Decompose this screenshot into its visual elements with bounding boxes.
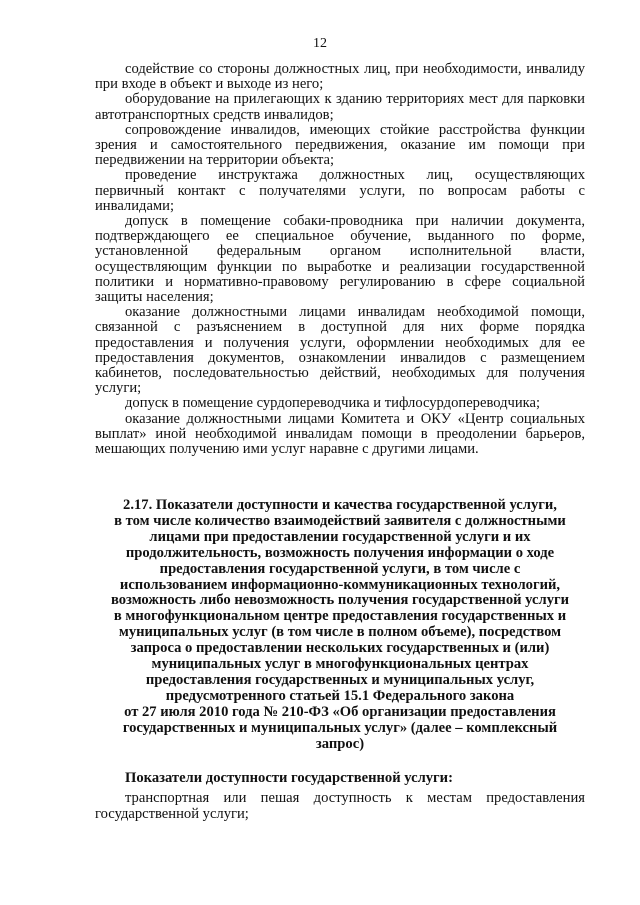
measure-paragraph: сопровождение инвалидов, имеющих стойкие расстройства функции зрения и самостоятельного передвижения, оказание им помощи при передвижении на территории объекта;	[95, 121, 585, 169]
measure-paragraph: проведение инструктажа должностных лиц, осуществляющих первичный контакт с получателями услуги, по вопросам работы с инвалидами;	[95, 167, 585, 214]
section-heading-line: 2.17. Показатели доступности и качества государственной услуги,	[123, 497, 557, 513]
section-heading-line: запроса о предоставлении нескольких государственных и (или)	[130, 640, 550, 657]
measure-paragraph: допуск в помещение сурдопереводчика и тифлосурдопереводчика;	[125, 395, 541, 412]
section-heading-line: в многофункциональном центре предоставления государственных и	[113, 608, 567, 625]
measure-paragraph: содействие со стороны должностных лиц, при необходимости, инвалиду при входе в объект и выходе из него;	[95, 61, 585, 93]
section-heading-line: возможность либо невозможность получения государственной услуги	[110, 592, 570, 609]
section-heading-line: государственных и муниципальных услуг» (далее – комплексный	[122, 719, 558, 736]
indicator-paragraph: транспортная или пешая доступность к местам предоставления государственной услуги;	[95, 790, 585, 822]
section-heading-line: использованием информационно-коммуникационных технологий,	[119, 576, 561, 593]
section-heading-line: от 27 июля 2010 года № 210-ФЗ «Об организации предоставления	[124, 703, 556, 720]
accessibility-measures-list	[95, 62, 585, 457]
availability-indicators	[95, 790, 585, 822]
section-heading-2-17	[95, 498, 585, 753]
section-heading-line: запрос)	[315, 735, 365, 752]
measure-paragraph: оказание должностными лицами инвалидам необходимой помощи, связанной с разъяснением в доступной для них форме порядка предоставления и получения услуги, оформлении необходимых для ее предоставления документов, ознакомлении инвалидов с размещением кабинетов, последовательностью действий, необходимых для получения услуги;	[95, 304, 585, 397]
measure-paragraph: допуск в помещение собаки-проводника при наличии документа, подтверждающего ее специальное обучение, выданного по форме, установленной федеральным органом исполнительной власти, осуществляющим функции по выработке и реализации государственной политики и нормативно-правовому регулированию в сфере социальной защиты населения;	[95, 213, 585, 306]
section-heading-line: лицами при предоставлении государственной услуги и их	[149, 528, 531, 545]
subsection-heading: Показатели доступности государственной услуги:	[125, 770, 453, 786]
section-heading-line: муниципальных услуг (в том числе в полном объеме), посредством	[118, 624, 562, 641]
page-number: 12	[313, 36, 327, 51]
measure-paragraph: оказание должностными лицами Комитета и ОКУ «Центр социальных выплат» иной необходимой инвалидам помощи в преодолении барьеров, мешающих получению ими услуг наравне с другими лицами.	[95, 410, 585, 458]
section-heading-line: в том числе количество взаимодействий заявителя с должностными	[114, 512, 566, 529]
section-heading-line: предоставления государственных и муниципальных услуг,	[145, 671, 535, 688]
measure-paragraph: оборудование на прилегающих к зданию территориях мест для парковки автотранспортных средств инвалидов;	[95, 91, 585, 123]
section-heading-line: предусмотренного статьей 15.1 Федерального закона	[165, 687, 515, 704]
section-heading-line: продолжительность, возможность получения информации о ходе	[125, 544, 555, 561]
section-heading-line: предоставления государственной услуги, в том числе с	[159, 560, 521, 577]
section-heading-line: муниципальных услуг в многофункциональных центрах	[151, 656, 529, 673]
